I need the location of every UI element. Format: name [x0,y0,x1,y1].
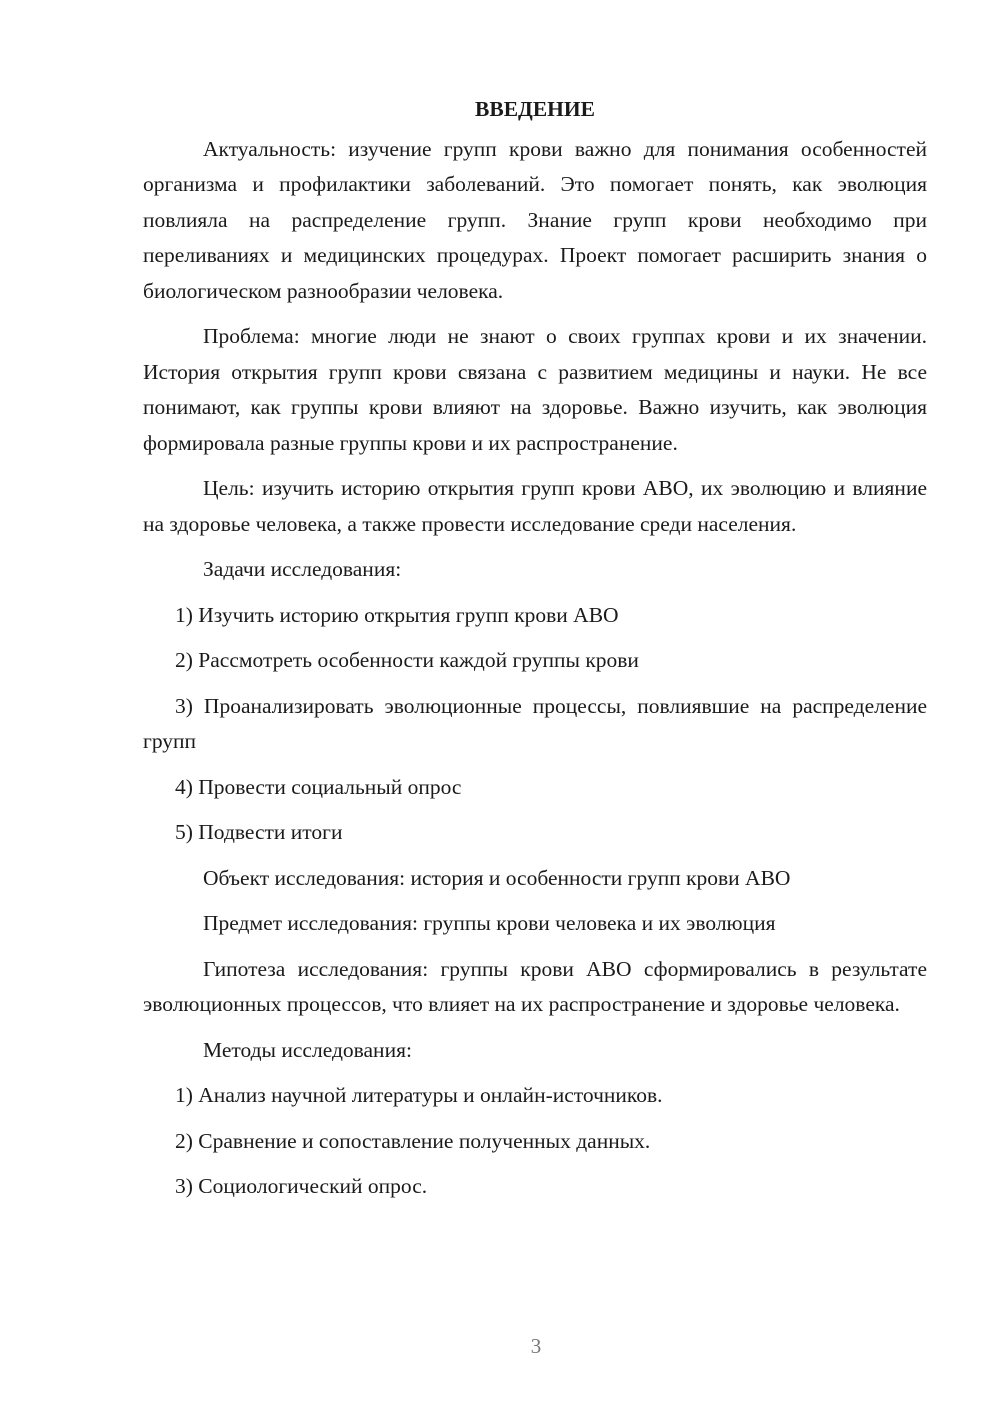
relevance-paragraph: Актуальность: изучение групп крови важно для понимания особенностей организма и профилактики заболеваний. Это помогает понять, как эволюция повлияла на распределение групп. Знание групп крови необходимо при переливаниях и медицинских процедурах. Проект помогает расширить знания о биологическом разнообразии человека. [143,136,927,303]
methods-heading: Методы исследования: [203,1037,412,1062]
tasks-heading: Задачи исследования: [203,557,402,581]
task-item: 5) Подвести итоги [175,820,343,844]
method-item: 2) Сравнение и сопоставление полученных данных. [175,1128,651,1153]
page-title: ВВЕДЕНИЕ [475,97,595,121]
hypothesis-paragraph: Гипотеза исследования: группы крови АВО сформировались в результате эволюционных процессов, что влияет на их распространение и здоровье человека. [143,956,927,1016]
document-page [143,92,927,1215]
goal-paragraph: Цель: изучить историю открытия групп крови АВО, их эволюцию и влияние на здоровье человека, а также провести исследование среди населения. [143,476,927,536]
page-number: 3 [530,1334,542,1358]
task-item: 2) Рассмотреть особенности каждой группы крови [175,648,639,672]
subject-paragraph: Предмет исследования: группы крови человека и их эволюция [203,911,776,935]
method-item: 1) Анализ научной литературы и онлайн-источников. [175,1083,663,1107]
task-item: 4) Провести социальный опрос [175,774,462,799]
task-item: 3) Проанализировать эволюционные процессы, повлиявшие на распределение групп [143,693,927,753]
object-paragraph: Объект исследования: история и особенности групп крови АВО [203,865,791,890]
task-item: 1) Изучить историю открытия групп крови АВО [175,602,619,627]
problem-paragraph: Проблема: многие люди не знают о своих группах крови и их значении. История открытия групп крови связана с развитием медицины и науки. Не все понимают, как группы крови влияют на здоровье. Важно изучить, как эволюция формировала разные группы крови и их распространение. [143,324,927,455]
method-item: 3) Социологический опрос. [175,1174,428,1198]
